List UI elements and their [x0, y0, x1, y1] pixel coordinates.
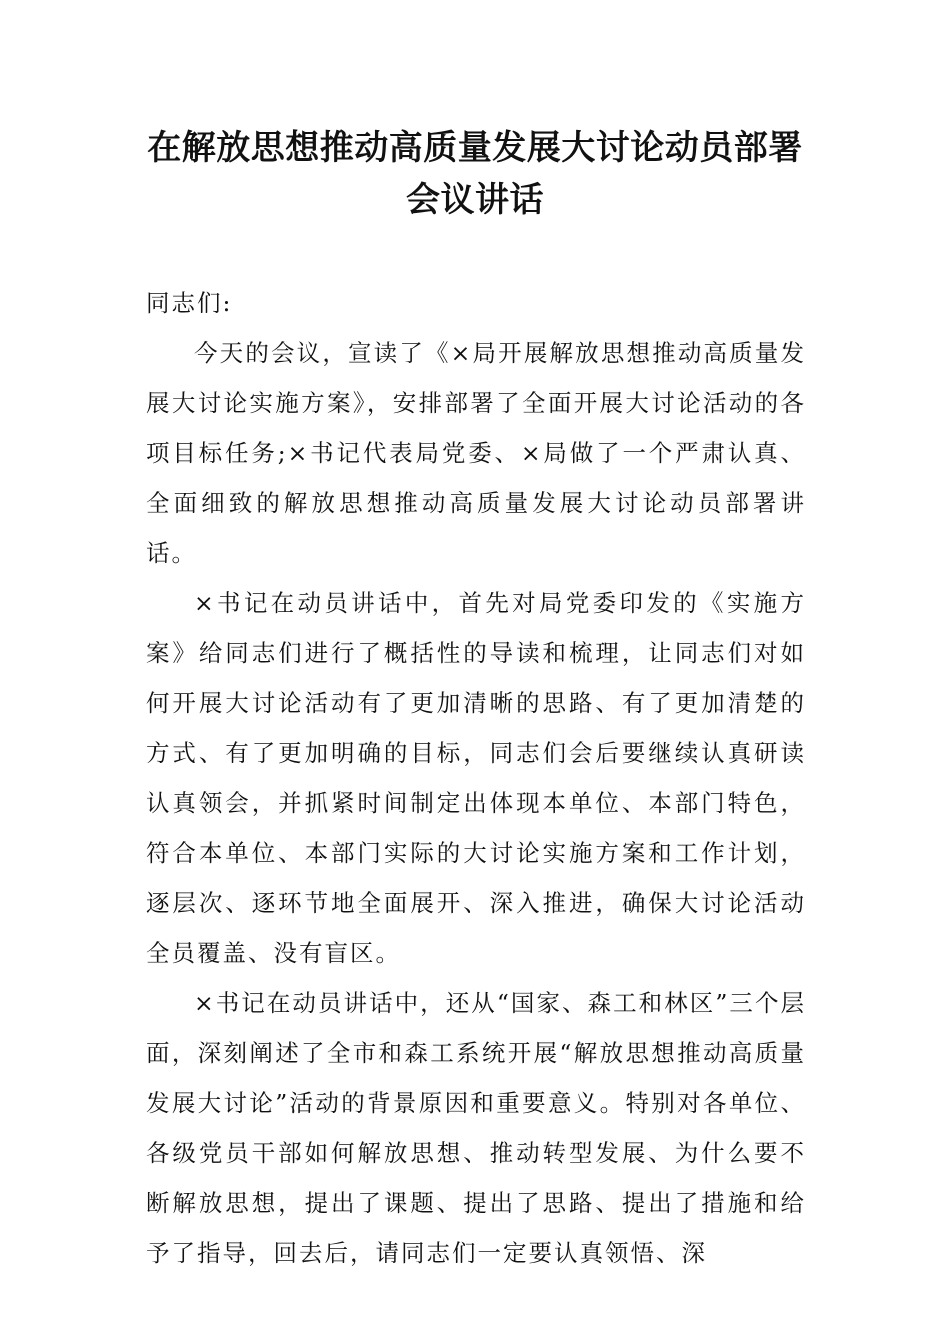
document-title: 在解放思想推动高质量发展大讨论动员部署会议讲话 [147, 128, 803, 220]
paragraph-3: ×书记在动员讲话中，还从“国家、森工和林区”三个层面，深刻阐述了全市和森工系统开展“解放思想推动高质量发展大讨论”活动的背景原因和重要意义。特别对各单位、各级党员干部如何解放思想、推动转型发展、为什么要不断解放思想，提出了课题、提出了思路、提出了措施和给予了指导，回去后，请同志们一定要认真领悟、深 [146, 989, 806, 1267]
greeting: 同志们: [146, 289, 233, 317]
paragraph-2: ×书记在动员讲话中，首先对局党委印发的《实施方案》给同志们进行了概括性的导读和梳理，让同志们对如何开展大讨论活动有了更加清晰的思路、有了更加清楚的方式、有了更加明确的目标，同志们会后要继续认真研读认真领会，并抓紧时间制定出体现本单位、本部门特色，符合本单位、本部门实际的大讨论实施方案和工作计划，逐层次、逐环节地全面展开、深入推进，确保大讨论活动全员覆盖、没有盲区。 [146, 589, 806, 967]
document-body [146, 278, 806, 1278]
paragraph-1: 今天的会议，宣读了《×局开展解放思想推动高质量发展大讨论实施方案》，安排部署了全面开展大讨论活动的各项目标任务;×书记代表局党委、×局做了一个严肃认真、全面细致的解放思想推动高质量发展大讨论动员部署讲话。 [146, 339, 806, 567]
